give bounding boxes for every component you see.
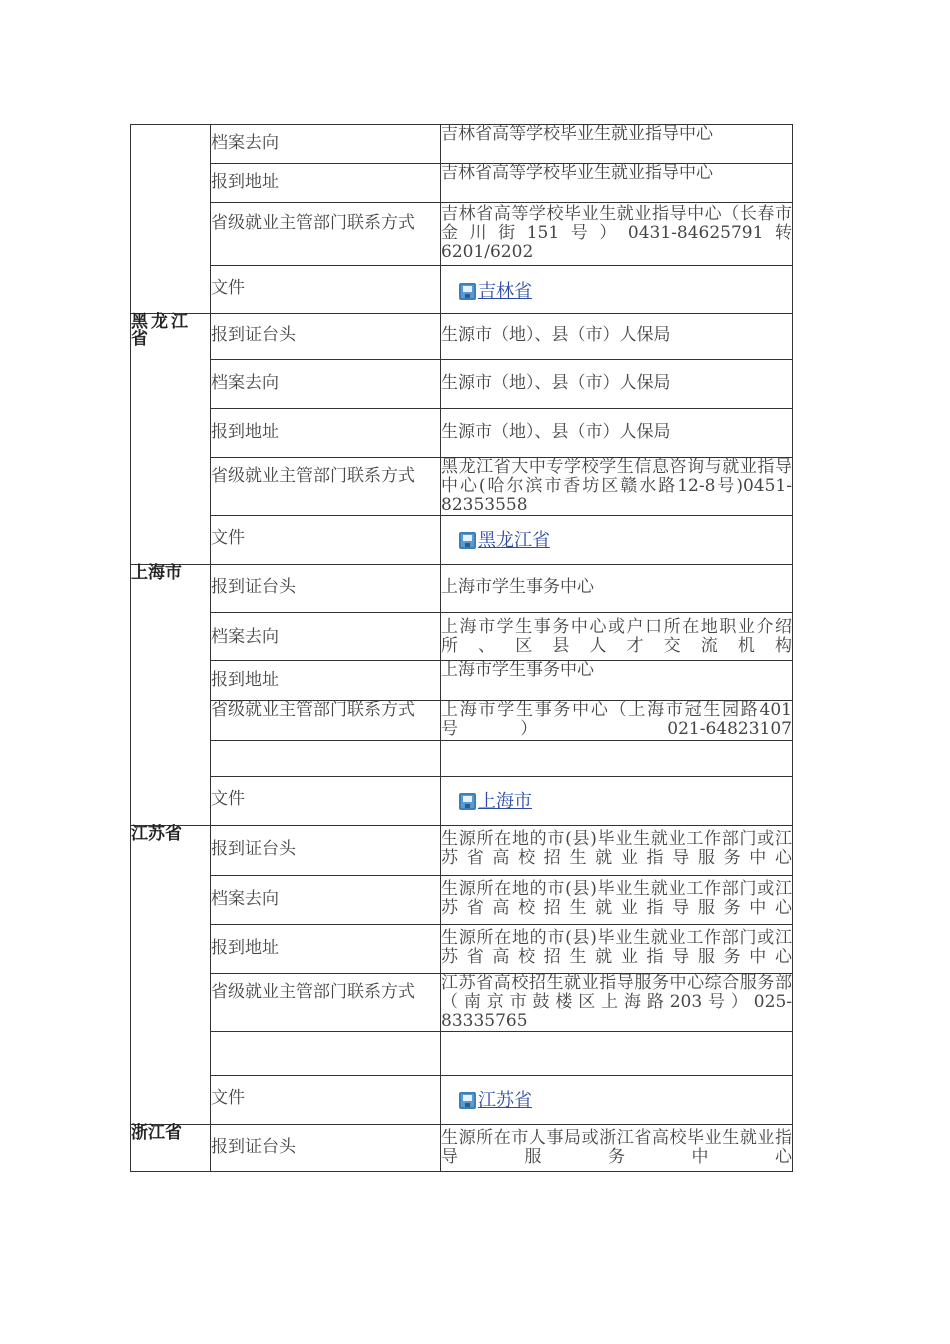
table-row — [131, 613, 793, 661]
jiangsu-report-header: 生源所在地的市(县)毕业生就业工作部门或江苏省高校招生就业指导服务中心 — [441, 826, 793, 876]
table-row — [131, 1032, 793, 1076]
jilin-file-link[interactable] — [459, 282, 532, 301]
table-row — [131, 1076, 793, 1125]
label-report-header: 报到证台头 — [211, 565, 441, 613]
province-name-jiangsu: 江苏省 — [131, 824, 182, 844]
zhejiang-report-header: 生源所在市人事局或浙江省高校毕业生就业指导服务中心 — [441, 1125, 793, 1172]
table-row — [131, 360, 793, 409]
label-archive: 档案去向 — [211, 125, 441, 164]
jilin-file-cell — [441, 266, 793, 314]
heilongjiang-file-link[interactable] — [459, 531, 550, 550]
label-report-header: 报到证台头 — [211, 826, 441, 876]
table-row — [131, 777, 793, 826]
label-file: 文件 — [211, 266, 441, 314]
floppy-disk-icon — [459, 532, 476, 549]
label-report-header: 报到证台头 — [211, 314, 441, 360]
shanghai-address: 上海市学生事务中心 — [441, 661, 793, 701]
table-row — [131, 876, 793, 925]
jiangsu-file-anchor[interactable]: 江苏省 — [478, 1090, 532, 1111]
floppy-disk-icon — [459, 1092, 476, 1109]
label-address: 报到地址 — [211, 409, 441, 458]
label-file: 文件 — [211, 1076, 441, 1125]
shanghai-contact: 上海市学生事务中心（上海市冠生园路401号） 021-64823107 — [441, 700, 792, 739]
label-archive: 档案去向 — [211, 876, 441, 925]
province-cell-jiangsu — [131, 826, 211, 1125]
label-address: 报到地址 — [211, 164, 441, 203]
label-contact: 省级就业主管部门联系方式 — [211, 458, 441, 516]
table-row — [131, 1125, 793, 1172]
shanghai-file-cell — [441, 777, 793, 826]
table-row — [131, 925, 793, 974]
heilongjiang-file-cell — [441, 516, 793, 565]
heilongjiang-report-header: 生源市（地）、县（市）人保局 — [441, 314, 793, 360]
jiangsu-archive: 生源所在地的市(县)毕业生就业工作部门或江苏省高校招生就业指导服务中心 — [441, 876, 793, 925]
shanghai-file-anchor[interactable]: 上海市 — [478, 791, 532, 812]
table-row — [131, 125, 793, 164]
table-row — [131, 826, 793, 876]
heilongjiang-contact: 黑龙江省大中专学校学生信息咨询与就业指导中心(哈尔滨市香坊区赣水路12-8号)0451-82353558 — [441, 457, 792, 515]
heilongjiang-address: 生源市（地）、县（市）人保局 — [441, 409, 793, 458]
jilin-address: 吉林省高等学校毕业生就业指导中心 — [441, 164, 793, 203]
table-row — [131, 203, 793, 266]
heilongjiang-file-anchor[interactable]: 黑龙江省 — [478, 530, 550, 551]
jiangsu-address: 生源所在地的市(县)毕业生就业工作部门或江苏省高校招生就业指导服务中心 — [441, 925, 793, 974]
jiangsu-file-cell — [441, 1076, 793, 1125]
label-report-header: 报到证台头 — [211, 1125, 441, 1172]
province-name-shanghai: 上海市 — [131, 563, 182, 583]
table-row — [131, 164, 793, 203]
jilin-contact: 吉林省高等学校毕业生就业指导中心（长春市金川街151号）0431-84625791转6201/6202 — [441, 203, 793, 266]
province-cell-jilin — [131, 125, 211, 314]
empty-cell — [211, 1032, 441, 1076]
empty-cell — [441, 741, 793, 777]
table-row — [131, 409, 793, 458]
table-row — [131, 741, 793, 777]
shanghai-report-header: 上海市学生事务中心 — [441, 565, 793, 613]
label-contact: 省级就业主管部门联系方式 — [211, 974, 441, 1032]
label-contact: 省级就业主管部门联系方式 — [211, 203, 441, 266]
province-cell-zhejiang — [131, 1125, 211, 1172]
label-archive: 档案去向 — [211, 613, 441, 661]
table-row — [131, 565, 793, 613]
table-row — [131, 458, 793, 516]
label-archive: 档案去向 — [211, 360, 441, 409]
table-row — [131, 661, 793, 701]
label-file: 文件 — [211, 516, 441, 565]
table-row — [131, 266, 793, 314]
label-contact: 省级就业主管部门联系方式 — [211, 701, 441, 741]
province-cell-shanghai — [131, 565, 211, 826]
empty-cell — [211, 741, 441, 777]
label-address: 报到地址 — [211, 661, 441, 701]
heilongjiang-archive: 生源市（地）、县（市）人保局 — [441, 360, 793, 409]
province-name-heilongjiang: 黑龙江省 — [131, 312, 191, 349]
table-row — [131, 516, 793, 565]
jiangsu-contact: 江苏省高校招生就业指导服务中心综合服务部（南京市鼓楼区上海路203号）025-83335765 — [441, 973, 792, 1031]
jilin-file-anchor[interactable]: 吉林省 — [478, 281, 532, 302]
jiangsu-file-link[interactable] — [459, 1091, 532, 1110]
province-name-zhejiang: 浙江省 — [131, 1123, 182, 1143]
table-row — [131, 974, 793, 1032]
province-info-table — [130, 124, 793, 1172]
floppy-disk-icon — [459, 283, 476, 300]
label-file: 文件 — [211, 777, 441, 826]
jilin-archive: 吉林省高等学校毕业生就业指导中心 — [441, 125, 793, 164]
empty-cell — [441, 1032, 793, 1076]
table-row — [131, 314, 793, 360]
shanghai-archive: 上海市学生事务中心或户口所在地职业介绍所、区县人才交流机构 — [441, 613, 793, 661]
label-address: 报到地址 — [211, 925, 441, 974]
shanghai-file-link[interactable] — [459, 792, 532, 811]
province-cell-heilongjiang — [131, 314, 211, 565]
floppy-disk-icon — [459, 793, 476, 810]
table-row — [131, 701, 793, 741]
